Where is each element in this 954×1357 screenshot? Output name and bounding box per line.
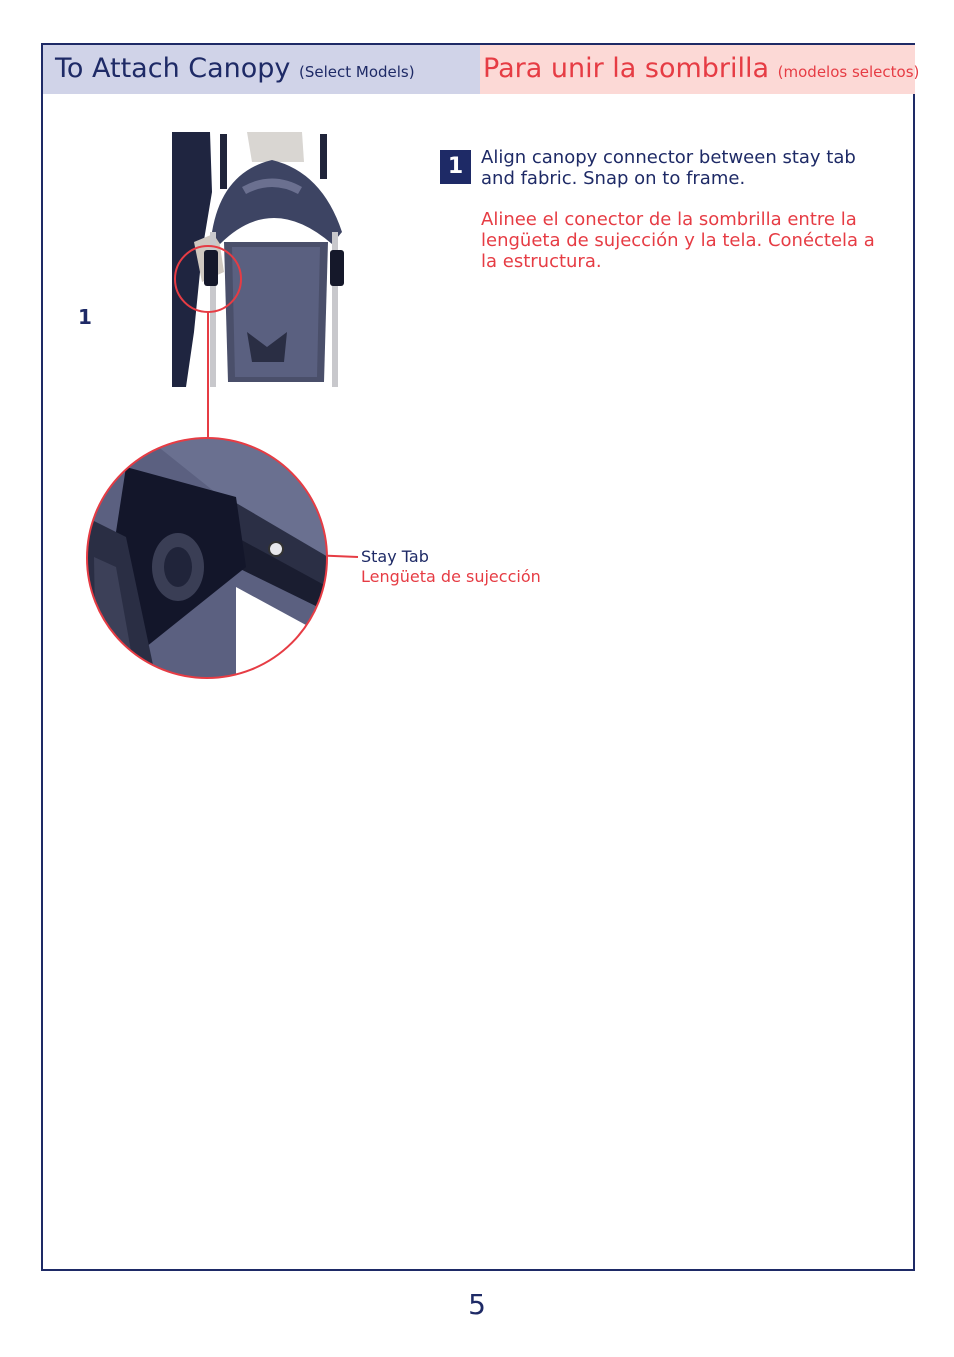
- header-english-title-text: To Attach Canopy: [55, 53, 291, 84]
- detail-illustration: [86, 437, 328, 679]
- stay-tab-label-english: Stay Tab: [361, 547, 429, 566]
- step-number-badge: 1: [440, 150, 471, 184]
- figure-step-label: 1: [78, 305, 92, 329]
- header-spanish-title-text: Para unir la sombrilla: [483, 53, 770, 84]
- header-english: [43, 45, 480, 94]
- step-instruction-spanish: Alinee el conector de la sombrilla entre la lengüeta de sujección y la tela. Conéctela a la estructura.: [481, 209, 875, 272]
- step-instruction-english: Align canopy connector between stay tab and fabric. Snap on to frame.: [481, 147, 856, 189]
- header-spanish-subtitle: (modelos selectos): [777, 63, 920, 81]
- header-english-title: [55, 53, 415, 84]
- detail-closeup: [86, 437, 328, 679]
- stay-tab-label-spanish: Lengüeta de sujección: [361, 567, 541, 586]
- stroller-illustration: [172, 132, 368, 387]
- header-spanish-title: [483, 53, 919, 84]
- stroller-photo: [172, 132, 368, 387]
- header-english-subtitle: (Select Models): [299, 63, 415, 81]
- page-number: 5: [468, 1288, 486, 1321]
- header-spanish: [480, 45, 920, 94]
